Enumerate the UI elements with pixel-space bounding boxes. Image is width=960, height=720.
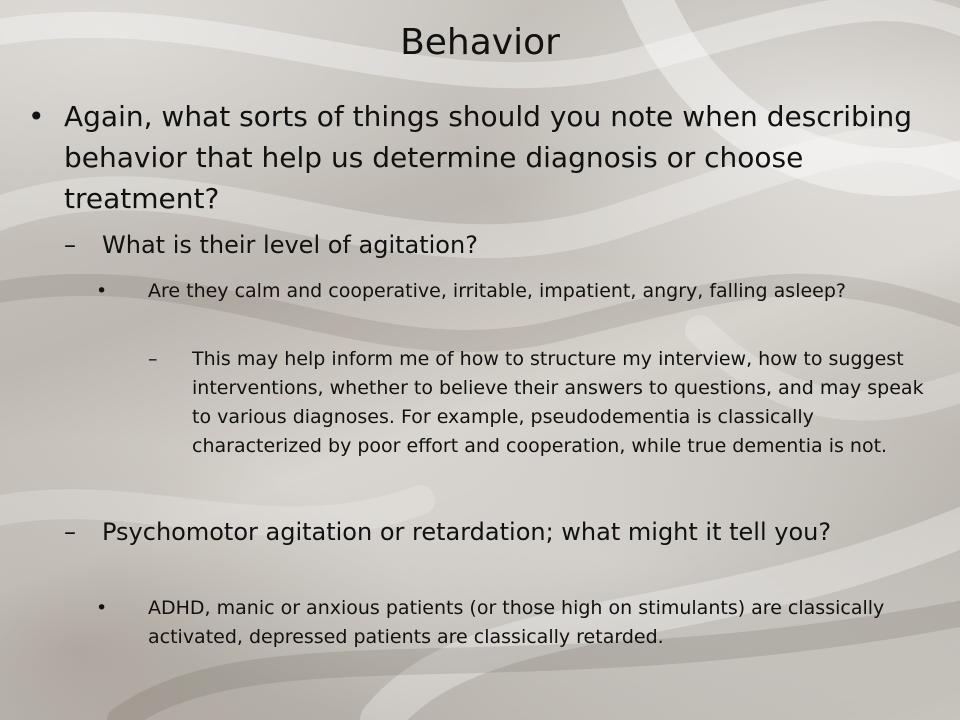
sub-sub-item-text: ADHD, manic or anxious patients (or those high on stimulants) are classically activated, depressed patients are classically retarded. [148,597,885,648]
bullet-text: Again, what sorts of things should you note when describing behavior that help us determine diagnosis or choose treatment? [64,100,913,215]
bullet-icon: • [28,100,45,133]
dash-icon: – [64,518,76,546]
dash-icon: – [148,348,158,370]
detail-item-agitation-implication [148,345,946,461]
sub-sub-item-text: Are they calm and cooperative, irritable, impatient, angry, falling asleep? [148,280,846,302]
sub-item-agitation-level [64,230,940,260]
sub-item-psychomotor [64,517,940,547]
dash-icon: – [64,231,76,259]
bullet-icon: • [96,597,108,619]
detail-item-text: This may help inform me of how to structure my interview, how to suggest interventions, whether to believe their answers to questions, and may speak to various diagnoses. For example, pseudodementia is classically characterized by poor effort and cooperation, while true dementia is not. [192,348,924,457]
slide-title: Behavior [400,22,560,63]
sub-sub-item-agitation-examples [92,277,942,306]
sub-item-text: Psychomotor agitation or retardation; what might it tell you? [102,518,832,546]
sub-sub-item-psychomotor-examples [92,594,942,652]
sub-item-text: What is their level of agitation? [102,231,478,259]
bullet-main-question [24,96,944,219]
bullet-icon: • [96,280,108,302]
